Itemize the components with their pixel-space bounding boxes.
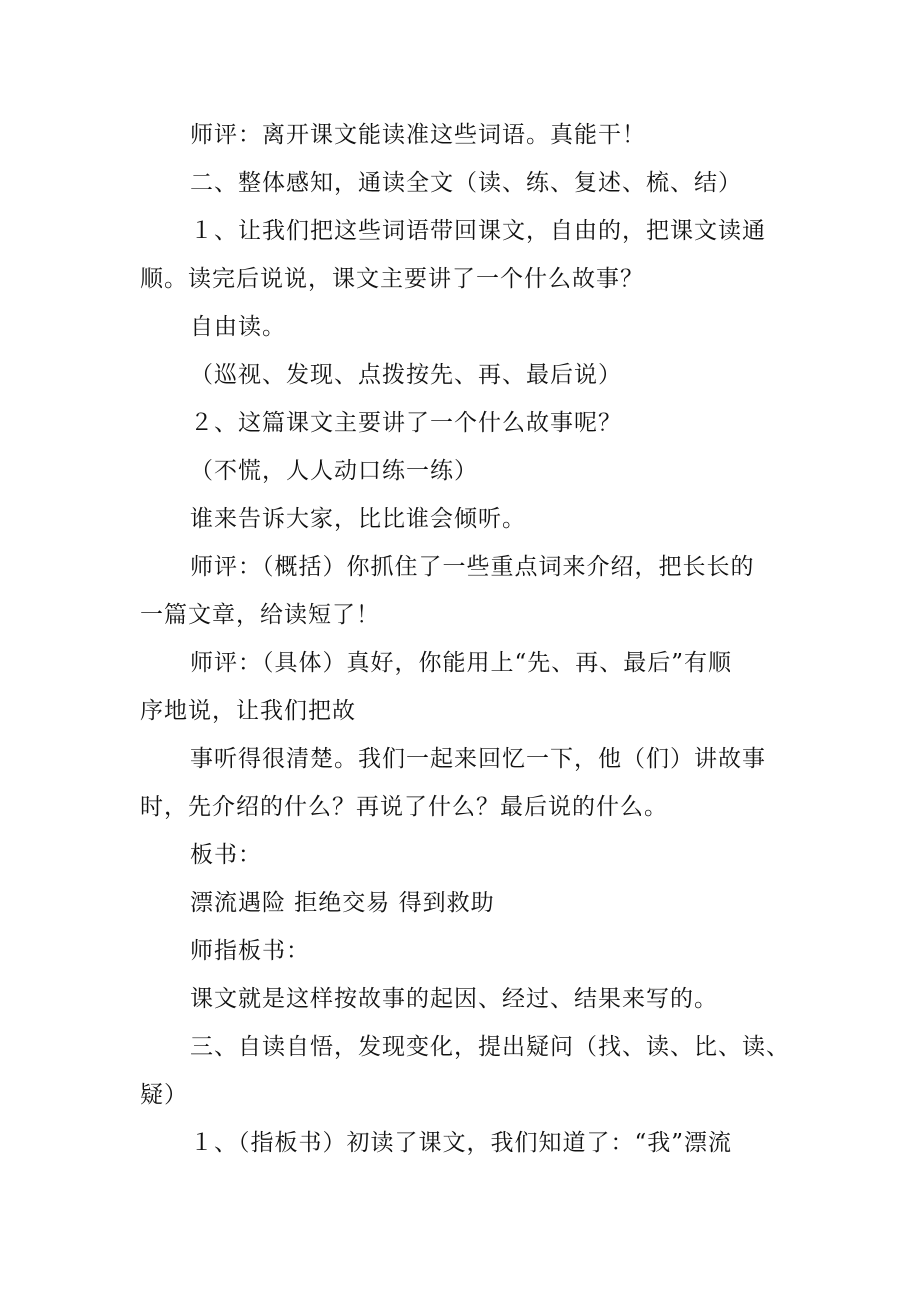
text-line: 序地说，让我们把故 — [140, 698, 356, 724]
text-line: 师评：（具体）真好，你能用上“先、再、最后”有顺 — [190, 650, 733, 676]
text-line: 谁来告诉大家，比比谁会倾听。 — [190, 506, 526, 532]
text-line: 顺。读完后说说，课文主要讲了一个什么故事？ — [140, 266, 644, 292]
text-line: 漂流遇险 拒绝交易 得到救助 — [190, 890, 495, 916]
text-line: 师评：离开课文能读准这些词语。真能干！ — [190, 122, 646, 148]
text-line: （不慌，人人动口练一练） — [190, 458, 478, 484]
text-line: 板书： — [190, 842, 262, 868]
text-line: 疑） — [140, 1082, 188, 1108]
text-line: 课文就是这样按故事的起因、经过、结果来写的。 — [190, 986, 718, 1012]
text-line: １、让我们把这些词语带回课文，自由的，把课文读通 — [190, 218, 766, 244]
text-line: 自由读。 — [190, 314, 286, 340]
text-line: 时，先介绍的什么？再说了什么？最后说的什么。 — [140, 794, 668, 820]
text-line: 师指板书： — [190, 938, 310, 964]
text-line: ２、这篇课文主要讲了一个什么故事呢？ — [190, 410, 622, 436]
text-line: 二、整体感知，通读全文（读、练、复述、梳、结） — [190, 170, 742, 196]
text-line: （巡视、发现、点拨按先、再、最后说） — [190, 362, 622, 388]
text-line: 师评：（概括）你抓住了一些重点词来介绍，把长长的 — [190, 554, 755, 580]
text-line: 三、自读自悟，发现变化，提出疑问（找、读、比、读、 — [190, 1034, 790, 1060]
text-line: １、（指板书）初读了课文，我们知道了：“我”漂流 — [190, 1130, 733, 1156]
text-line: 一篇文章，给读短了！ — [140, 602, 380, 628]
text-line: 事听得很清楚。我们一起来回忆一下，他（们）讲故事 — [190, 746, 766, 772]
